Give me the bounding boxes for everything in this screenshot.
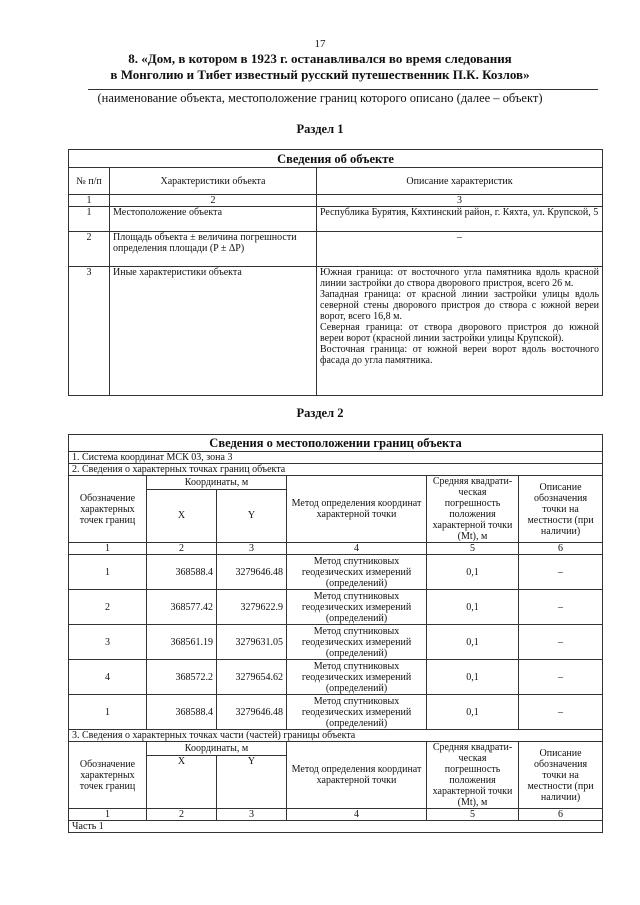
row-description: –: [317, 232, 603, 267]
error: 0,1: [427, 695, 519, 730]
point-id: 2: [69, 590, 147, 625]
points-section-line: 2. Сведения о характерных точках границ объекта: [69, 464, 603, 476]
title-line-1: 8. «Дом, в котором в 1923 г. останавливался во время следования: [128, 51, 512, 66]
coord-x: 368588.4: [147, 695, 217, 730]
method: Метод спутниковых геодезических измерений (определений): [287, 590, 427, 625]
row-number: 2: [69, 232, 110, 267]
row-number: 3: [69, 267, 110, 396]
header-description: Описание характеристик: [317, 168, 603, 195]
point-description: –: [519, 660, 603, 695]
header-point-designation: Обозначение характерных точек границ: [69, 476, 147, 543]
header-y: Y: [217, 489, 287, 542]
row-number: 1: [69, 207, 110, 232]
table-row: [69, 660, 603, 695]
part-header-point-designation: Обозначение характерных точек границ: [69, 742, 147, 809]
table-row: [69, 695, 603, 730]
part-header-point-description: Описание обозначения точки на местности (при наличии): [519, 742, 603, 809]
point-description: –: [519, 625, 603, 660]
method: Метод спутниковых геодезических измерений (определений): [287, 660, 427, 695]
error: 0,1: [427, 625, 519, 660]
point-id: 1: [69, 555, 147, 590]
coordinate-system-line: 1. Система координат МСК 03, зона 3: [69, 452, 603, 464]
index-cell: 5: [427, 809, 519, 821]
index-cell: 1: [69, 809, 147, 821]
south-boundary-text: Южная граница: от восточного угла памятника вдоль красной линии застройки до створа дворового пристроя, всего 26 м.: [320, 267, 600, 289]
point-description: –: [519, 555, 603, 590]
method: Метод спутниковых геодезических измерений (определений): [287, 695, 427, 730]
error: 0,1: [427, 555, 519, 590]
part-header-y: Y: [217, 755, 287, 808]
coord-x: 368572.2: [147, 660, 217, 695]
method: Метод спутниковых геодезических измерений (определений): [287, 555, 427, 590]
object-info-caption: Сведения об объекте: [69, 150, 603, 168]
error: 0,1: [427, 660, 519, 695]
title-line-2: в Монголию и Тибет известный русский путешественник П.К. Козлов»: [110, 67, 530, 82]
index-cell: 5: [427, 543, 519, 555]
coord-y: 3279631.05: [217, 625, 287, 660]
header-number: № п/п: [69, 168, 110, 195]
row-description: [317, 267, 603, 396]
index-cell: 2: [147, 543, 217, 555]
boundary-location-table: [68, 434, 603, 833]
section-2-heading: Раздел 2: [296, 406, 344, 420]
boundary-table-caption: Сведения о местоположении границ объекта: [69, 435, 603, 452]
index-cell: 2: [110, 195, 317, 207]
point-description: –: [519, 590, 603, 625]
point-description: –: [519, 695, 603, 730]
part-header-coordinates: Координаты, м: [147, 742, 287, 756]
coord-y: 3279654.62: [217, 660, 287, 695]
error: 0,1: [427, 590, 519, 625]
part-section-line: 3. Сведения о характерных точках части (частей) границы объекта: [69, 730, 603, 742]
index-cell: 2: [147, 809, 217, 821]
index-cell: 4: [287, 543, 427, 555]
row-characteristic: Местоположение объекта: [110, 207, 317, 232]
index-cell: 6: [519, 809, 603, 821]
coord-x: 368561.19: [147, 625, 217, 660]
document-title: [40, 51, 600, 83]
north-boundary-text: Северная граница: от створа дворового пристроя до южной вереи ворот (красной линии застройки улицы Крупской).: [320, 322, 600, 344]
point-id: 4: [69, 660, 147, 695]
coord-y: 3279646.48: [217, 555, 287, 590]
header-x: X: [147, 489, 217, 542]
table-row: [69, 625, 603, 660]
index-cell: 3: [317, 195, 603, 207]
table-row: [69, 590, 603, 625]
table-row: [69, 232, 603, 267]
index-cell: 1: [69, 195, 110, 207]
part-header-error: Средняя квадрати-ческая погрешность положения характерной точки (Mt), м: [427, 742, 519, 809]
title-underline: [88, 89, 598, 90]
index-cell: 1: [69, 543, 147, 555]
table-row: [69, 555, 603, 590]
coord-y: 3279646.48: [217, 695, 287, 730]
table-row: [69, 207, 603, 232]
header-coordinates: Координаты, м: [147, 476, 287, 490]
page-number: 17: [314, 38, 326, 50]
part-label: Часть 1: [69, 821, 603, 833]
section-1-heading: Раздел 1: [296, 122, 344, 136]
point-id: 3: [69, 625, 147, 660]
header-method: Метод определения координат характерной точки: [287, 476, 427, 543]
east-boundary-text: Восточная граница: от южной вереи ворот вдоль восточного фасада до угла памятника.: [320, 344, 600, 366]
coord-y: 3279622.9: [217, 590, 287, 625]
coord-x: 368577.42: [147, 590, 217, 625]
row-characteristic: Площадь объекта ± величина погрешности определения площади (P ± ΔP): [110, 232, 317, 267]
index-cell: 6: [519, 543, 603, 555]
index-cell: 3: [217, 809, 287, 821]
object-info-table: [68, 149, 603, 396]
document-subtitle: (наименование объекта, местоположение границ которого описано (далее – объект): [97, 91, 543, 105]
index-cell: 3: [217, 543, 287, 555]
header-characteristics: Характеристики объекта: [110, 168, 317, 195]
coord-x: 368588.4: [147, 555, 217, 590]
row-characteristic: Иные характеристики объекта: [110, 267, 317, 396]
row-description: Республика Бурятия, Кяхтинский район, г. Кяхта, ул. Крупской, 5: [317, 207, 603, 232]
method: Метод спутниковых геодезических измерений (определений): [287, 625, 427, 660]
header-point-description: Описание обозначения точки на местности (при наличии): [519, 476, 603, 543]
header-error: Средняя квадрати-ческая погрешность положения характерной точки (Mt), м: [427, 476, 519, 543]
west-boundary-text: Западная граница: от красной линии застройки улицы вдоль северной стены дворового пристроя до створа с южной вереи ворот, всего 16,8 м.: [320, 289, 600, 322]
point-id: 1: [69, 695, 147, 730]
part-header-method: Метод определения координат характерной точки: [287, 742, 427, 809]
part-header-x: X: [147, 755, 217, 808]
index-cell: 4: [287, 809, 427, 821]
table-row: [69, 267, 603, 396]
